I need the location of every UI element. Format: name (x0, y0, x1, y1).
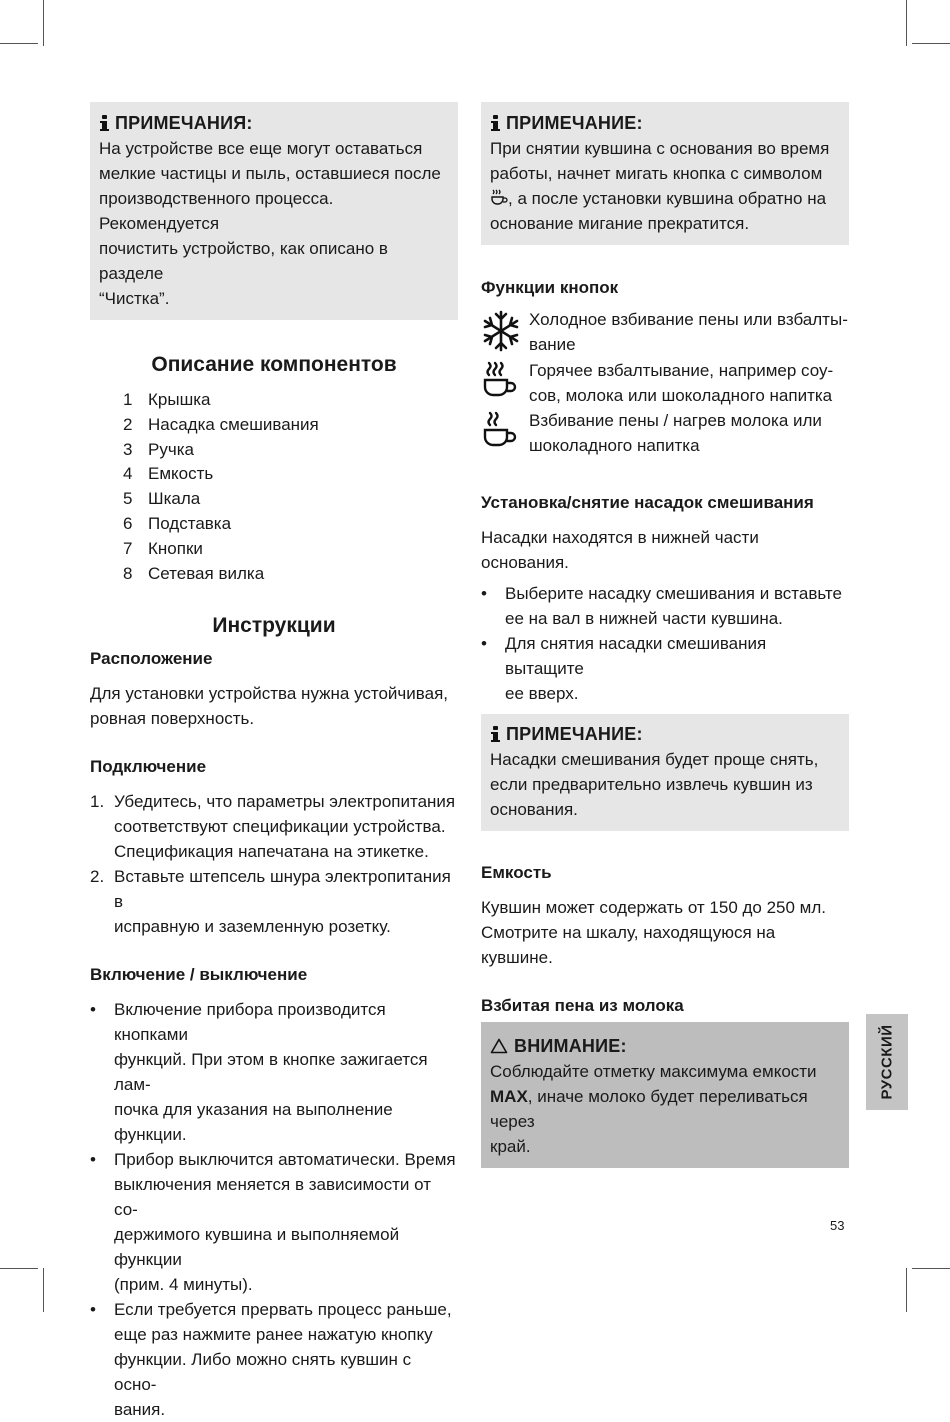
capacity-line: Смотрите на шкалу, находящуюся на кувшине. (481, 923, 776, 967)
warning-box (481, 1022, 849, 1168)
attachments-bullet: • Выберите насадку смешивания и вставьте ее на вал в нижней части кувшина. (481, 584, 842, 628)
function-text: сов, молока или шоколадного напитка (529, 386, 833, 405)
note-line: если предварительно извлечь кувшин из (490, 775, 813, 794)
crop-mark (0, 1268, 38, 1269)
note-line: основания. (490, 800, 578, 819)
info-icon (490, 115, 500, 131)
left-column (90, 102, 458, 1422)
max-label: MAX (490, 1087, 528, 1106)
crop-mark (906, 0, 907, 46)
component-item: 8 Сетевая вилка (123, 563, 265, 583)
function-text: Холодное взбивание пены или взбалты- (529, 310, 848, 329)
connection-title: Подключение (90, 757, 207, 777)
note-title-text: ПРИМЕЧАНИЕ: (506, 113, 643, 133)
right-column (481, 102, 849, 1168)
onoff-list (90, 997, 458, 1422)
function-item (481, 307, 849, 358)
attachments-bullet: • Для снятия насадки смешивания вытащите ее вверх. (481, 634, 767, 703)
snowflake-icon (481, 309, 521, 353)
warning-line: край. (490, 1137, 531, 1156)
warning-line: Соблюдайте отметку максимума емкости (490, 1062, 817, 1081)
note-line: , а после установки кувшина обратно на (490, 186, 840, 211)
onoff-bullet: • Включение прибора производится кнопками функций. При этом в кнопке зажигается лам- почка для указания на выполнение функции. (90, 1000, 428, 1145)
function-text: шоколадного напитка (529, 436, 700, 455)
note-title (490, 722, 840, 746)
attachments-intro: Насадки находятся в нижней части основания. (481, 528, 759, 572)
note-title (490, 111, 840, 135)
component-item: 1 Крышка (123, 390, 211, 409)
attachments-list (481, 581, 849, 706)
warm-cup-small-icon (490, 188, 508, 206)
component-item: 5 Шкала (123, 489, 201, 509)
note-line: основание мигание прекратится. (490, 214, 750, 233)
connection-list (90, 789, 458, 939)
crop-mark (906, 1268, 907, 1312)
note-line: мелкие частицы и пыль, оставшиеся после (99, 164, 441, 183)
hot-cup-icon (481, 360, 521, 402)
crop-mark (912, 1268, 950, 1269)
warning-title (490, 1034, 840, 1058)
warning-title-text: ВНИМАНИЕ: (514, 1036, 627, 1056)
function-text: Горячее взбалтывание, например соу- (529, 361, 834, 380)
placement-line: Для установки устройства нужна устойчивая, (90, 684, 449, 704)
note-title-text: ПРИМЕЧАНИЯ: (115, 113, 253, 133)
info-icon (99, 115, 109, 131)
capacity-line: Кувшин может содержать от 150 до 250 мл. (481, 898, 827, 917)
note-line: На устройстве все еще могут оставаться (99, 139, 423, 158)
components-heading: Описание компонентов (151, 353, 397, 376)
foam-title: Взбитая пена из молока (481, 996, 684, 1015)
note-title-text: ПРИМЕЧАНИЕ: (506, 724, 643, 744)
functions-title: Функции кнопок (481, 278, 619, 297)
note-line: Насадки смешивания будет проще снять, (490, 750, 819, 769)
connection-step: 2. Вставьте штепсель шнура электропитания в исправную и заземленную розетку. (90, 867, 451, 937)
capacity-title: Емкость (481, 863, 552, 882)
placement-title: Расположение (90, 649, 213, 669)
note-line: “Чистка”. (99, 289, 170, 308)
placement-line: ровная поверхность. (90, 709, 255, 729)
connection-step: 1. Убедитесь, что параметры электропитания соответствуют спецификации устройства. Спецификация напечатана на этикетке. (90, 792, 456, 862)
onoff-bullet: • Прибор выключится автоматически. Время выключения меняется в зависимости от со- держимого кувшина и выполняемой функции (прим. 4 минуты). (90, 1150, 456, 1295)
component-item: 2 Насадка смешивания (123, 414, 319, 434)
function-item (481, 408, 849, 458)
crop-mark (0, 43, 38, 44)
crop-mark (43, 1268, 44, 1312)
note-line: работы, начнет мигать кнопка с символом (490, 164, 823, 183)
attachments-title: Установка/снятие насадок смешивания (481, 493, 814, 512)
component-item: 7 Кнопки (123, 538, 203, 558)
crop-mark (43, 0, 44, 46)
crop-mark (912, 43, 950, 44)
language-tab: РУССКИЙ (866, 1014, 908, 1110)
function-text: вание (529, 335, 576, 354)
functions-list (481, 307, 849, 458)
note-line: почистить устройство, как описано в разделе (99, 239, 388, 283)
note-line: производственного процесса. Рекомендуется (99, 189, 334, 233)
component-item: 3 Ручка (123, 439, 194, 459)
warm-cup-icon (481, 410, 521, 452)
onoff-bullet: • Если требуется прервать процесс раньше, еще раз нажмите ранее нажатую кнопку функции. Либо можно снять кувшин с осно- вания. (90, 1300, 452, 1420)
info-icon (490, 726, 500, 742)
component-item: 6 Подставка (123, 513, 232, 533)
warning-line: MAX, иначе молоко будет переливаться через (490, 1087, 808, 1131)
components-list (123, 388, 458, 586)
attachments-note-box (481, 714, 849, 831)
function-item (481, 358, 849, 408)
warning-triangle-icon (490, 1038, 508, 1054)
instructions-heading: Инструкции (212, 614, 336, 638)
right-note-box (481, 102, 849, 245)
page-number: 53 (830, 1218, 845, 1233)
component-item: 4 Емкость (123, 464, 214, 484)
note-line: При снятии кувшина с основания во время (490, 139, 830, 158)
onoff-title: Включение / выключение (90, 965, 308, 985)
left-note-box (90, 102, 458, 320)
function-text: Взбивание пены / нагрев молока или (529, 411, 822, 430)
note-title (99, 111, 449, 135)
